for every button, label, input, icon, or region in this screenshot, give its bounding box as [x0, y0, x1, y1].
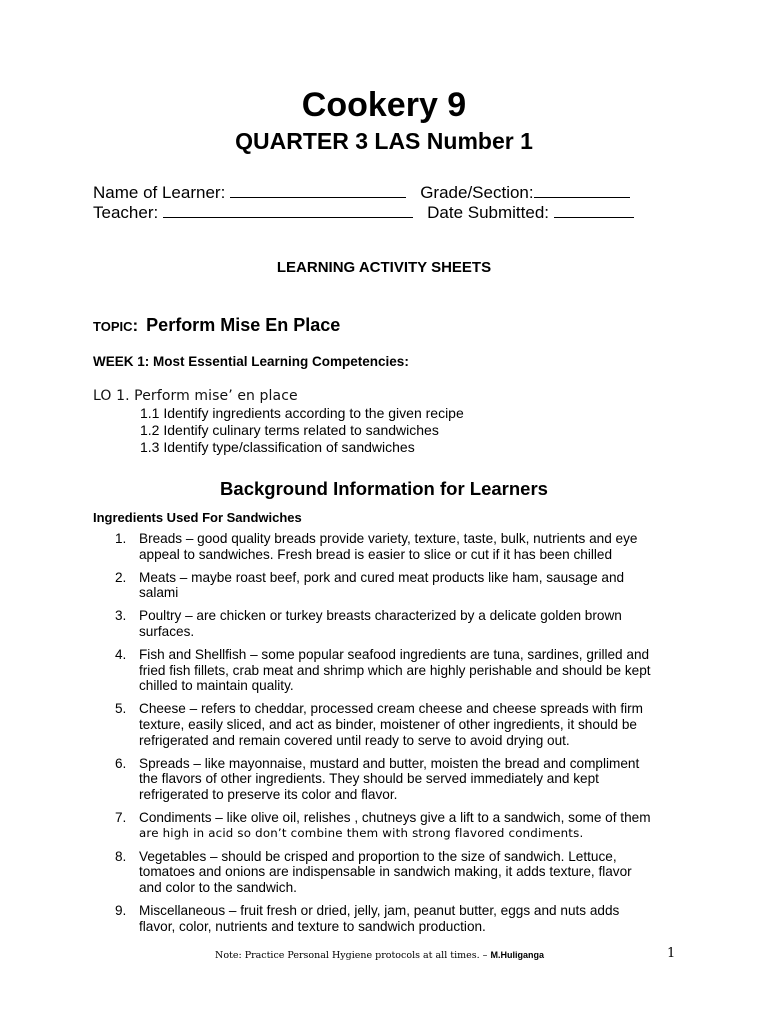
footer-note-text: Note: Practice Personal Hygiene protocols at all times. –: [215, 950, 488, 961]
item-number: 4.: [115, 646, 127, 662]
item-line: Fish and Shellfish – some popular seafood ingredients are tuna, sardines, grilled and: [139, 646, 650, 662]
week-heading: WEEK 1: Most Essential Learning Competencies:: [93, 354, 409, 369]
grade-section-label: Grade/Section:: [420, 183, 534, 202]
footer-author: M.Huliganga: [490, 950, 544, 960]
item-number: 5.: [115, 701, 127, 717]
item-line: Breads – good quality breads provide variety, texture, taste, bulk, nutrients and eye: [139, 531, 638, 546]
item-line: are high in acid so don’t combine them with strong flavored condiments.: [139, 825, 584, 840]
date-submitted-label: Date Submitted:: [427, 203, 550, 222]
learning-activity-sheets-heading: LEARNING ACTIVITY SHEETS: [276, 259, 492, 276]
teacher-blank[interactable]: [163, 202, 413, 218]
list-item: [93, 570, 683, 602]
background-heading: Background Information for Learners: [220, 478, 548, 499]
item-number: 1.: [115, 531, 127, 546]
topic-line: [93, 315, 340, 336]
topic-text: Perform Mise En Place: [146, 315, 341, 335]
list-item: [93, 647, 683, 694]
teacher-date-row: [93, 202, 634, 223]
item-number: 2.: [115, 569, 127, 585]
teacher-label: Teacher:: [93, 203, 159, 222]
item-number: 9.: [115, 902, 127, 918]
list-item: [93, 849, 683, 896]
item-line: Poultry – are chicken or turkey breasts characterized by a delicate golden brown: [139, 608, 622, 624]
item-line: Cheese – refers to cheddar, processed cream cheese and cheese spreads with firm: [139, 701, 643, 717]
learner-grade-row: [93, 182, 630, 203]
item-line: fried fish fillets, crab meat and shrimp which are highly perishable and should be kept: [139, 662, 651, 678]
item-line: flavor, color, nutrients and texture to sandwich production.: [139, 918, 486, 934]
learner-name-label: Name of Learner:: [93, 183, 226, 202]
item-number: 3.: [115, 608, 127, 624]
competency-item: 1.3 Identify type/classification of sandwiches: [140, 439, 415, 455]
learner-name-blank[interactable]: [230, 182, 406, 198]
item-line: Condiments – like olive oil, relishes , chutneys give a lift to a sandwich, some of them: [139, 809, 651, 825]
grade-section-blank[interactable]: [534, 182, 630, 198]
competency-item: 1.1 Identify ingredients according to the given recipe: [140, 405, 464, 421]
ingredients-list: [93, 531, 683, 942]
page-number: 1: [667, 946, 676, 961]
item-line: chilled to maintain quality.: [139, 678, 294, 694]
learning-objective: LO 1. Perform mise’ en place: [93, 388, 298, 404]
item-line: refrigerated and remain covered until ready to serve to avoid drying out.: [139, 732, 570, 748]
item-number: 6.: [115, 755, 127, 771]
item-line: tomatoes and onions are indispensable in sandwich making, it adds texture, flavor: [139, 864, 632, 880]
topic-label: TOPIC: [93, 319, 133, 334]
list-item: [93, 608, 683, 640]
item-line: Miscellaneous – fruit fresh or dried, jelly, jam, peanut butter, eggs and nuts adds: [139, 902, 620, 918]
item-line: and color to the sandwich.: [139, 880, 297, 896]
item-line: texture, easily sliced, and act as binder, moistener of other ingredients, it should be: [139, 716, 637, 732]
item-line: Vegetables – should be crisped and proportion to the size of sandwich. Lettuce,: [139, 848, 617, 864]
list-item: [93, 810, 683, 842]
list-item: [93, 756, 683, 803]
item-line: the flavors of other ingredients. They should be served immediately and kept: [139, 771, 599, 787]
topic-colon: :: [132, 316, 139, 335]
list-item: [93, 903, 683, 935]
item-number: 7.: [115, 809, 127, 825]
ingredients-heading: Ingredients Used For Sandwiches: [93, 510, 302, 525]
page-subtitle: QUARTER 3 LAS Number 1: [235, 128, 533, 154]
footer-note: [215, 950, 544, 961]
item-line: Meats – maybe roast beef, pork and cured meat products like ham, sausage and: [139, 569, 625, 585]
item-line: appeal to sandwiches. Fresh bread is easier to slice or cut if it has been chilled: [139, 546, 613, 562]
competency-item: 1.2 Identify culinary terms related to sandwiches: [140, 422, 439, 438]
list-item: [93, 531, 683, 563]
item-line: Spreads – like mayonnaise, mustard and butter, moisten the bread and compliment: [139, 755, 640, 771]
date-submitted-blank[interactable]: [554, 202, 634, 218]
item-line: salami: [139, 585, 179, 601]
page-title: Cookery 9: [301, 86, 467, 124]
item-number: 8.: [115, 848, 127, 864]
item-line: refrigerated to preserve its color and flavor.: [139, 787, 398, 803]
item-line: surfaces.: [139, 623, 195, 639]
list-item: [93, 701, 683, 748]
